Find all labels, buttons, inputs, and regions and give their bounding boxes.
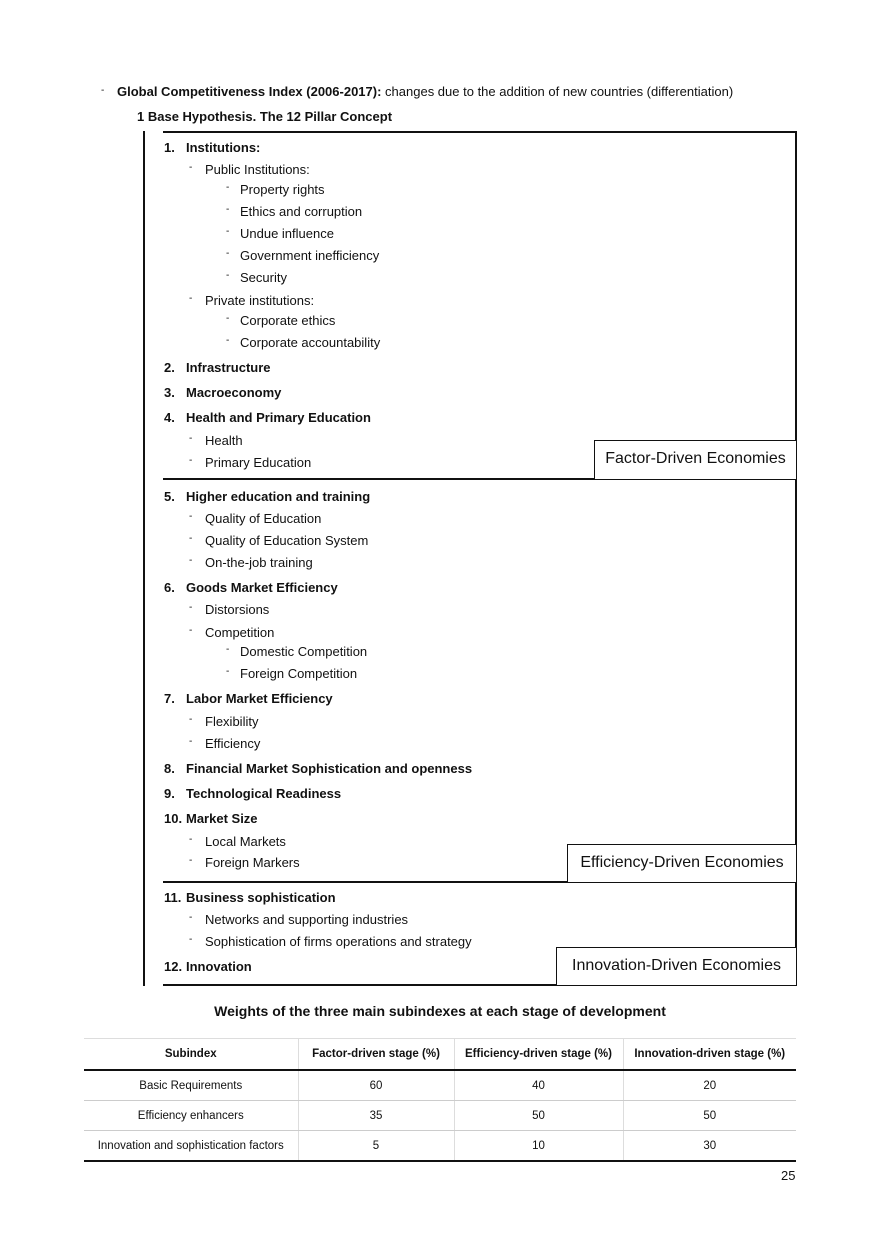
bullet-dash: - xyxy=(226,313,230,324)
bullet-dash: - xyxy=(226,248,230,259)
pillar-number: 1. xyxy=(164,140,175,155)
bullet-dash: - xyxy=(189,602,193,613)
pillar-subsubitem: Ethics and corruption xyxy=(240,204,363,219)
pillar-subitem: Flexibility xyxy=(205,714,259,729)
pillar-subitem: Foreign Markers xyxy=(205,855,300,870)
intro-line xyxy=(117,84,733,100)
header-innovation: Innovation-driven stage (%) xyxy=(623,1039,796,1071)
pillar-subsubitem: Property rights xyxy=(240,182,325,197)
pillar-subitem: Private institutions: xyxy=(205,293,315,308)
pillar-subsubitem: Security xyxy=(240,270,287,285)
pillar-subsubitem: Domestic Competition xyxy=(240,644,368,659)
pillar-subitem: Public Institutions: xyxy=(205,162,310,177)
pillar-subitem: Health xyxy=(205,433,243,448)
pillar-title: Innovation xyxy=(186,959,252,974)
cell: Basic Requirements xyxy=(84,1070,298,1101)
cell: 60 xyxy=(298,1070,454,1101)
page-number: 25 xyxy=(781,1168,796,1183)
bullet-dash: - xyxy=(226,666,230,677)
cell: 30 xyxy=(623,1131,796,1162)
pillar-title: Business sophistication xyxy=(186,890,336,905)
bullet-dash: - xyxy=(189,533,193,544)
pillar-title: Labor Market Efficiency xyxy=(186,691,333,706)
pillar-subitem: On-the-job training xyxy=(205,555,313,570)
pillar-subitem: Quality of Education xyxy=(205,511,322,526)
pillar-subitem: Efficiency xyxy=(205,736,261,751)
frame-top-line xyxy=(163,131,797,133)
pillar-title: Institutions: xyxy=(186,140,261,155)
pillar-number: 3. xyxy=(164,385,175,400)
pillar-subitem: Primary Education xyxy=(205,455,312,470)
bullet-dash: - xyxy=(189,555,193,566)
stage-box-factor: Factor-Driven Economies xyxy=(594,440,797,480)
pillar-title: Technological Readiness xyxy=(186,786,342,801)
bullet-dash: - xyxy=(189,736,193,747)
cell: 50 xyxy=(454,1101,623,1131)
frame-left-line xyxy=(143,131,145,986)
pillar-subitem: Quality of Education System xyxy=(205,533,369,548)
pillar-number: 7. xyxy=(164,691,175,706)
pillar-title: Goods Market Efficiency xyxy=(186,580,338,595)
bullet-dash: - xyxy=(189,455,193,466)
bullet-dash: - xyxy=(226,182,230,193)
pillar-number: 10. xyxy=(164,811,183,826)
cell: Innovation and sophistication factors xyxy=(84,1131,298,1162)
pillar-number: 9. xyxy=(164,786,175,801)
table-row xyxy=(84,1070,796,1101)
table-row xyxy=(84,1131,796,1162)
bullet-dash: - xyxy=(226,335,230,346)
cell: Efficiency enhancers xyxy=(84,1101,298,1131)
pillar-title: Health and Primary Education xyxy=(186,410,371,425)
pillar-number: 5. xyxy=(164,489,175,504)
header-subindex: Subindex xyxy=(84,1039,298,1071)
pillar-subsubitem: Corporate ethics xyxy=(240,313,336,328)
table-title: Weights of the three main subindexes at each stage of development xyxy=(214,1003,666,1019)
header-factor: Factor-driven stage (%) xyxy=(298,1039,454,1071)
pillar-number: 12. xyxy=(164,959,183,974)
pillar-title: Higher education and training xyxy=(186,489,371,504)
bullet-dash: - xyxy=(226,226,230,237)
pillar-subitem: Competition xyxy=(205,625,275,640)
header-efficiency: Efficiency-driven stage (%) xyxy=(454,1039,623,1071)
intro-bold: Global Competitiveness Index (2006-2017): xyxy=(117,84,382,99)
table-header-row xyxy=(84,1039,796,1071)
pillar-title: Infrastructure xyxy=(186,360,271,375)
cell: 35 xyxy=(298,1101,454,1131)
cell: 50 xyxy=(623,1101,796,1131)
bullet-dash: - xyxy=(101,85,105,96)
pillar-subsubitem: Corporate accountability xyxy=(240,335,381,350)
pillar-subitem: Networks and supporting industries xyxy=(205,912,409,927)
pillar-subitem: Distorsions xyxy=(205,602,270,617)
pillar-title: Market Size xyxy=(186,811,258,826)
cell: 10 xyxy=(454,1131,623,1162)
cell: 5 xyxy=(298,1131,454,1162)
table-row xyxy=(84,1101,796,1131)
pillar-subsubitem: Foreign Competition xyxy=(240,666,358,681)
bullet-dash: - xyxy=(189,912,193,923)
pillar-title: Financial Market Sophistication and openness xyxy=(186,761,473,776)
weights-table xyxy=(84,1038,796,1162)
section-title: 1 Base Hypothesis. The 12 Pillar Concept xyxy=(137,109,393,124)
bullet-dash: - xyxy=(189,714,193,725)
stage-box-innovation: Innovation-Driven Economies xyxy=(556,947,797,986)
bullet-dash: - xyxy=(189,293,193,304)
bullet-dash: - xyxy=(226,270,230,281)
bullet-dash: - xyxy=(189,162,193,173)
bullet-dash: - xyxy=(226,204,230,215)
cell: 40 xyxy=(454,1070,623,1101)
bullet-dash: - xyxy=(189,433,193,444)
bullet-dash: - xyxy=(189,625,193,636)
stage-box-efficiency: Efficiency-Driven Economies xyxy=(567,844,797,883)
bullet-dash: - xyxy=(226,644,230,655)
cell: 20 xyxy=(623,1070,796,1101)
pillar-number: 4. xyxy=(164,410,175,425)
intro-rest: changes due to the addition of new countries (differentiation) xyxy=(381,84,734,99)
pillar-number: 2. xyxy=(164,360,175,375)
pillar-subsubitem: Undue influence xyxy=(240,226,334,241)
pillar-number: 11. xyxy=(164,890,182,905)
pillar-number: 6. xyxy=(164,580,175,595)
bullet-dash: - xyxy=(189,934,193,945)
pillar-number: 8. xyxy=(164,761,175,776)
pillar-title: Macroeconomy xyxy=(186,385,282,400)
bullet-dash: - xyxy=(189,855,193,866)
pillar-subitem: Sophistication of firms operations and strategy xyxy=(205,934,472,949)
bullet-dash: - xyxy=(189,834,193,845)
bullet-dash: - xyxy=(189,511,193,522)
pillar-subitem: Local Markets xyxy=(205,834,286,849)
pillar-subsubitem: Government inefficiency xyxy=(240,248,380,263)
